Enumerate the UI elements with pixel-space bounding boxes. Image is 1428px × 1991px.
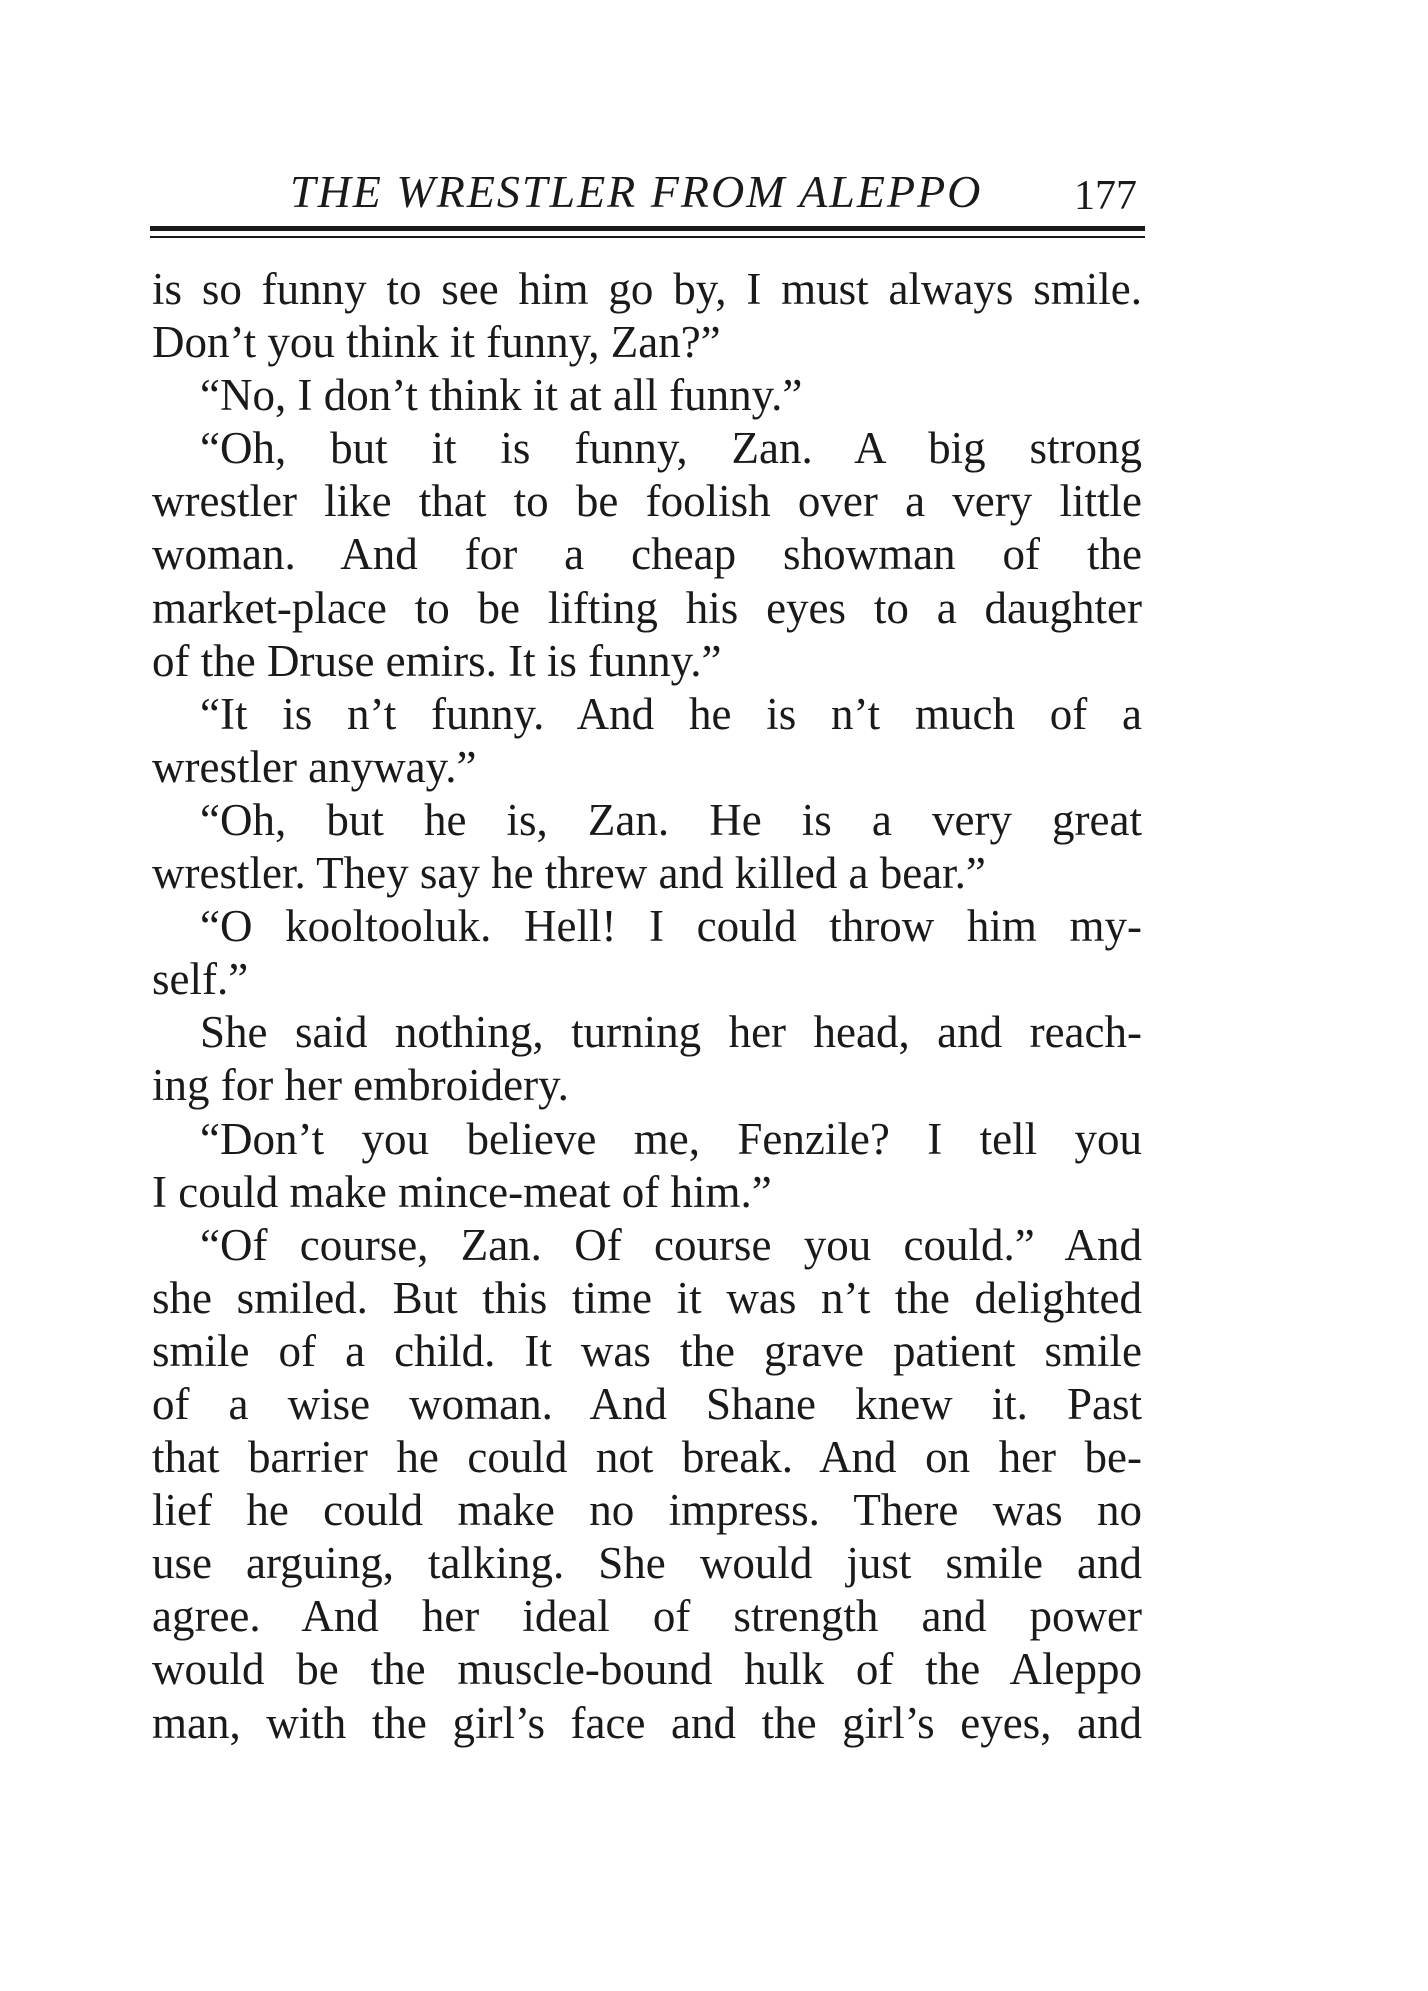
text-line: would be the muscle-bound hulk of the Aleppo xyxy=(152,1644,1142,1695)
text-line: she smiled. But this time it was n’t the delighted xyxy=(152,1272,1142,1323)
text-line: of the Druse emirs. It is funny.” xyxy=(152,635,722,686)
header-rule-thin xyxy=(150,236,1145,238)
text-line: lief he could make no impress. There was no xyxy=(152,1485,1142,1536)
text-line: ing for her embroidery. xyxy=(152,1060,569,1111)
page-number: 177 xyxy=(1074,173,1137,219)
text-line: wrestler anyway.” xyxy=(152,741,477,792)
running-title: THE WRESTLER FROM ALEPPO xyxy=(290,166,983,217)
text-line: agree. And her ideal of strength and power xyxy=(152,1591,1142,1642)
text-line: “Don’t you believe me, Fenzile? I tell you xyxy=(200,1113,1142,1164)
text-line: is so funny to see him go by, I must always smile. xyxy=(152,264,1142,314)
header-rule-thick xyxy=(150,226,1145,231)
text-line: man, with the girl’s face and the girl’s eyes, and xyxy=(152,1697,1142,1748)
body-text xyxy=(152,263,1142,1750)
running-head xyxy=(150,162,1145,222)
text-line: She said nothing, turning her head, and reach- xyxy=(200,1007,1142,1058)
text-line: of a wise woman. And Shane knew it. Past xyxy=(152,1378,1142,1429)
text-line: “Oh, but it is funny, Zan. A big strong xyxy=(200,423,1142,474)
text-line: “Of course, Zan. Of course you could.” And xyxy=(200,1219,1142,1270)
text-line: that barrier he could not break. And on her be- xyxy=(152,1432,1142,1483)
text-line: “O kooltooluk. Hell! I could throw him my- xyxy=(200,901,1142,952)
text-line: “No, I don’t think it at all funny.” xyxy=(200,370,803,421)
text-line: Don’t you think it funny, Zan?” xyxy=(152,317,721,368)
text-line: “It is n’t funny. And he is n’t much of a xyxy=(200,688,1142,739)
text-line: self.” xyxy=(152,954,249,1005)
text-line: market-place to be lifting his eyes to a daughter xyxy=(152,582,1142,633)
text-line: “Oh, but he is, Zan. He is a very great xyxy=(200,794,1142,845)
text-line: wrestler like that to be foolish over a very little xyxy=(152,476,1142,527)
text-line: woman. And for a cheap showman of the xyxy=(152,529,1142,580)
text-line: use arguing, talking. She would just smile and xyxy=(152,1538,1142,1589)
text-line: I could make mince-meat of him.” xyxy=(152,1166,772,1217)
text-line: smile of a child. It was the grave patient smile xyxy=(152,1325,1142,1376)
text-line: wrestler. They say he threw and killed a bear.” xyxy=(152,848,986,899)
